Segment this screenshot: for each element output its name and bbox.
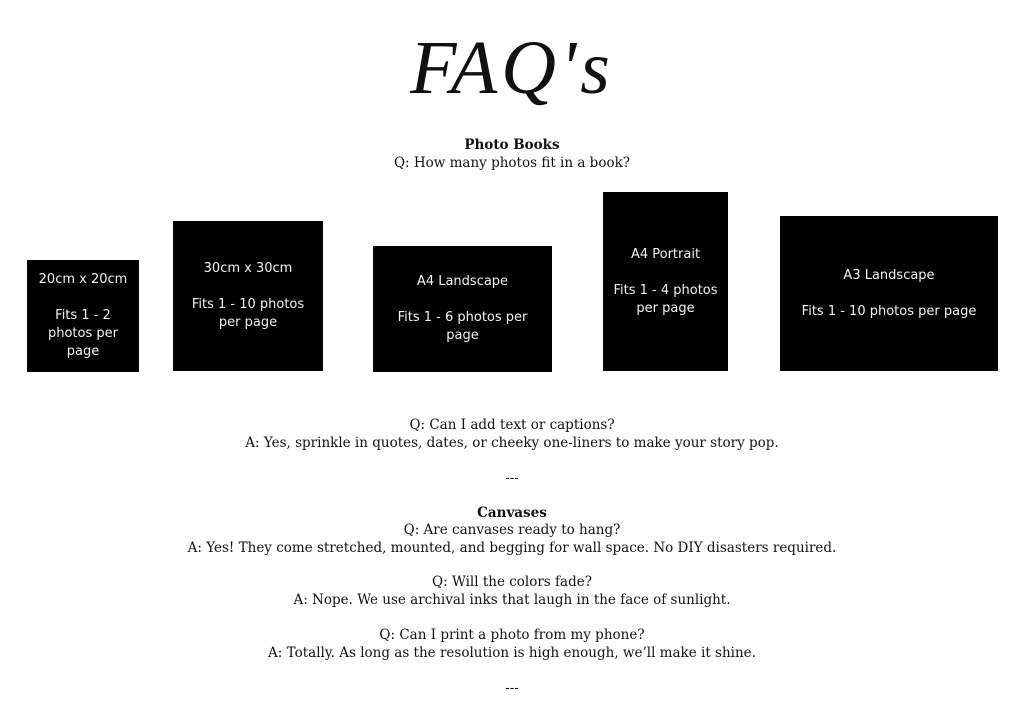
- size-card-label: A4 Portrait: [630, 246, 701, 262]
- faq-question: Q: How many photos fit in a book?: [393, 155, 631, 171]
- faq-question: Q: Will the colors fade?: [432, 574, 592, 590]
- size-card-30x30: [173, 221, 323, 371]
- size-card-a3-landscape: [780, 216, 998, 371]
- faq-answer: A: Nope. We use archival inks that laugh in the face of sunlight.: [293, 592, 731, 608]
- divider: ---: [505, 470, 519, 486]
- size-card-20x20: [27, 260, 139, 372]
- size-card-label: 20cm x 20cm: [38, 272, 128, 287]
- size-card-a4-portrait: [603, 192, 728, 371]
- size-card-fits: Fits 1 - 10 photos per page: [801, 303, 977, 319]
- faq-answer: A: Yes, sprinkle in quotes, dates, or cheeky one-liners to make your story pop.: [245, 435, 779, 451]
- size-card-label: A4 Landscape: [416, 274, 509, 289]
- size-card-label: A3 Landscape: [843, 267, 935, 283]
- section-heading-photo-books: Photo Books: [464, 137, 560, 153]
- size-card-label: 30cm x 30cm: [203, 261, 293, 276]
- size-card-fits: Fits 1 - 10 photos per page: [191, 297, 305, 330]
- size-card-a4-landscape: [373, 246, 552, 372]
- faq-question: Q: Can I print a photo from my phone?: [379, 627, 645, 643]
- size-card-fits: Fits 1 - 2 photos per page: [47, 308, 118, 359]
- faq-question: Q: Are canvases ready to hang?: [403, 522, 621, 538]
- faq-question: Q: Can I add text or captions?: [409, 417, 615, 433]
- page-title: FAQ's: [410, 26, 614, 110]
- size-card-fits: Fits 1 - 4 photos per page: [613, 282, 718, 316]
- section-heading-canvases: Canvases: [477, 505, 547, 521]
- size-card-fits: Fits 1 - 6 photos per page: [397, 310, 528, 343]
- faq-answer: A: Totally. As long as the resolution is high enough, we’ll make it shine.: [268, 645, 756, 661]
- faq-answer: A: Yes! They come stretched, mounted, and begging for wall space. No DIY disasters required.: [187, 540, 837, 556]
- divider: ---: [505, 680, 519, 696]
